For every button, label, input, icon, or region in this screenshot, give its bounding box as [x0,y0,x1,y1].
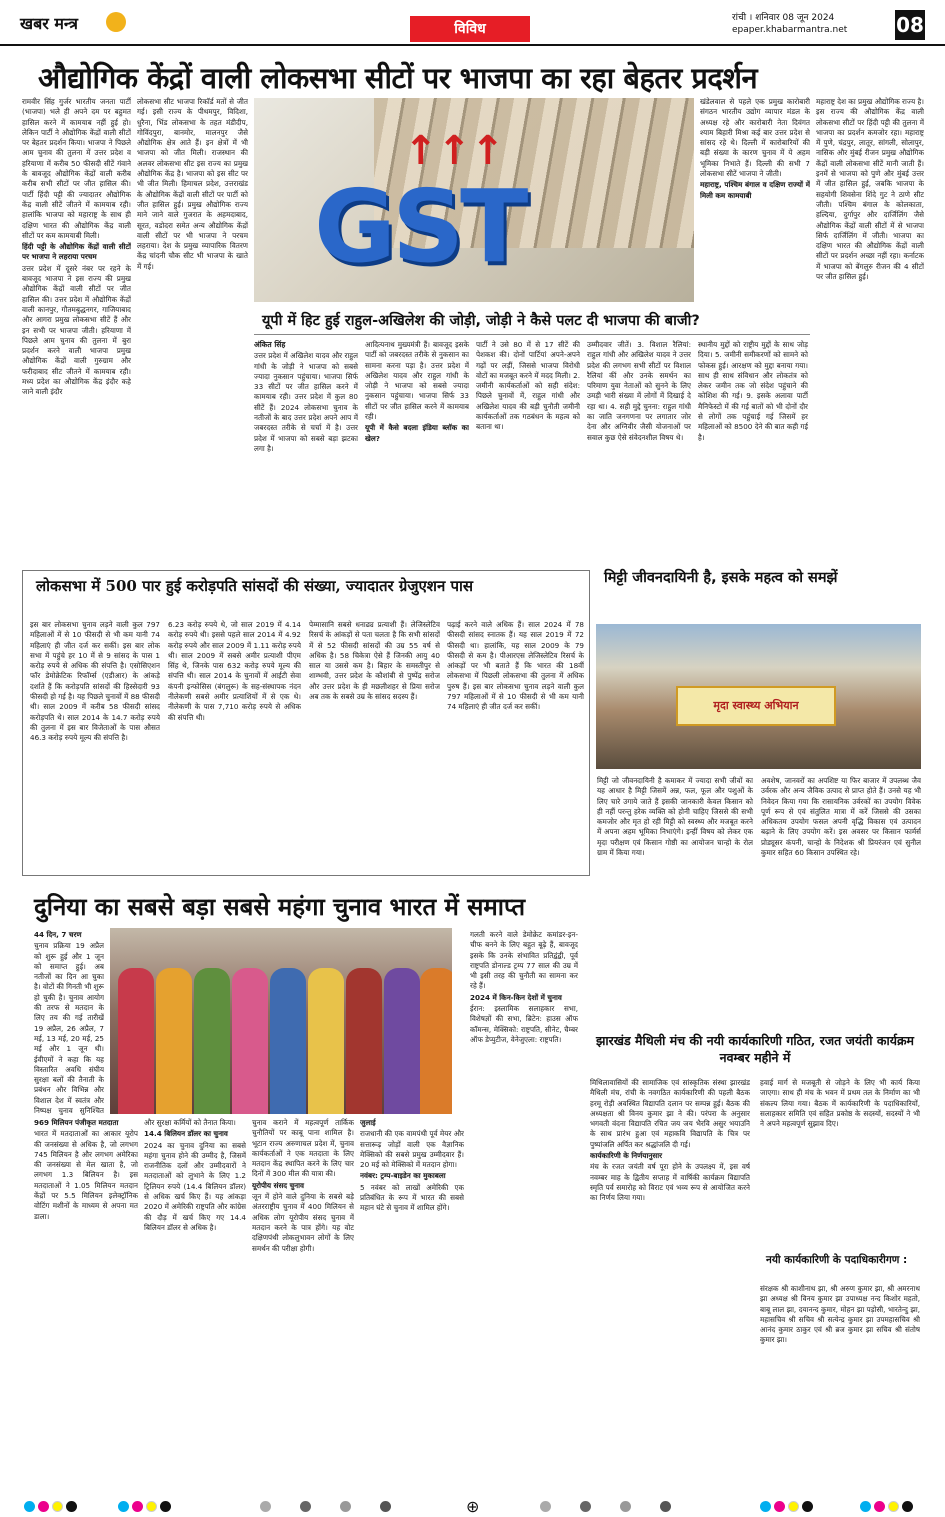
main-story-col-4 [816,97,924,567]
color-registration-strip [0,1497,945,1517]
main-story-subhead: हिंदी पट्टी के औद्योगिक केंद्रों वाली सीटों पर भाजपा ने लहराया परचम [22,242,131,262]
main-story-text: खंडेलवाल से पहले एक प्रमुख कारोबारी संगठन भारतीय उद्योग व्यापार मंडल के अध्यक्ष रहे और कारोबारी नेता दिवंगत श्याम बिहारी मिश्रा कई बार उत्तर प्रदेश से सांसद रहे थे। दिल्ली में कारोबारियों की बड़ी संख्या के कारण चुनाव में ये अहम भूमिका निभाते हैं। दिल्ली की सभी 7 लोकसभा सीटें भाजपा ने जीती। [700,97,810,179]
election-col-2 [144,1118,246,1490]
election-text: चुनाव कराने में महत्वपूर्ण तार्किक चुनौतियों पर काबू पाना शामिल है। भूटान राज्य अरुणाचल प्रदेश में, चुनाव कार्यकर्ताओं ने एक मतदाता के लिए मतदान केंद्र स्थापित करने के लिए चार दिनों में 300 मील की यात्रा की। [252,1118,354,1179]
jharkhand-col-1 [590,1078,750,1490]
main-story-col-1 [22,97,131,567]
registration-mark-icon: ⊕ [466,1497,480,1516]
up-story-headline: यूपी में हिट हुई राहुल-अखिलेश की जोड़ी, जोड़ी ने कैसे पलट दी भाजपा की बाजी? [262,313,700,329]
mitti-text: मिट्टी जो जीवनदायिनी है कमाकर में ज्यादा सभी जीवों का यह आधार है मिट्टी जिसमें अन्न, फल, फूल और पशुओं के लिए चारे उगाये जाते हैं इसकी जानकारी केवल किसान को ही नहीं परन्तु हरेक व्यक्ति को होनी चाहिए जिससे की सभी कमजोर और मृत हो रही मिट्टी को स्वस्थ्य और मजबूत करने में अपना अहम भूमिका निभाएंगे। इन्हीं विषय को लेकर एक मृदा परीक्षण एवं किसान गोष्ठी का आयोजन चान्हो के रोल ग्राम में किया गया। [597,776,753,858]
crorepati-col-4 [447,620,584,870]
crorepati-text: 6.23 करोड़ रुपये थे, जो साल 2019 में 4.14 करोड़ रुपये थी। इससे पहले साल 2014 में 4.92 करोड़ रुपये और साल 2009 में 1.11 करोड़ रुपये थी। साल 2009 में सबसे अमीर प्रत्याशी पीएम सिंह थे, जिनके पास 632 करोड़ रुपये मूल्य की संपत्ति थी। साल 2014 के चुनावों में आईटी सेवा कंपनी इन्फोसिस (बंगलुरू) के सह-संस्थापक नंदन नीलेकणी सबसे अमीर प्रत्याशियों में से एक थे। नीलेकणी के पास 7,710 करोड़ रुपये से अधिक की संपत्ति थी। [168,620,301,722]
up-story-col-3 [476,340,580,564]
jharkhand-text: मंच के रजत जयंती वर्ष पूरा होने के उपलक्ष्य में, इस वर्ष नवम्बर माह के द्वितीय सप्ताह में वार्षिकी कार्यक्रम विद्यापति स्मृति पर्व समारोह को विराट एवं भव्य रूप से आयोजित करने का निर्णय लिया गया। [590,1162,750,1203]
up-story-col-5 [698,340,808,564]
mitti-text: अवशेष, जानवरों का अपशिष्ट या फिर बाजार में उपलब्ध जैव उर्वरक और अन्य जैविक उत्पाद से प्राप्त होते हैं। उनसे यह भी निवेदन किया गया कि रासायनिक उर्वरकों का उपयोग विवेक पूर्ण रूप से एवं संतुलित मात्रा में करें जिससे की उसका अधिकतम उपयोग फसल अपनी वृद्धि विकास एवं उत्पादन बढ़ाने के लिए उपयोग करें। इस अवसर पर किसान फार्मर्स प्रोड्यूसर कंपनी, चान्हो के निदेशक श्री प्रियरंजन एवं सुनील कुमार सहित 60 किसान उपस्थित रहे। [761,776,921,858]
up-story-subhead: यूपी में कैसे बदला इंडिया ब्लॉक का खेल? [365,423,469,443]
main-story-subhead: महाराष्ट्र, पश्चिम बंगाल व दक्षिण राज्यों में मिली कम कामयाबी [700,180,810,200]
byline: अंकित सिंह [254,340,286,349]
crorepati-text: इस बार लोकसभा चुनाव लड़ने वाली कुल 797 महिलाओं में से 10 फीसदी से भी कम यानी 74 महिलाएं ही जीत दर्ज कर सकीं। इस बार लोक सभा में पहुंचे हर 10 में से 9 सांसद के पास 1 करोड़ रुपये से अधिक की संपत्ति है। एसोसिएशन फॉर डेमोक्रेटिक रिफॉर्म्स (एडीआर) के आंकड़े दर्शाते हैं कि करोड़पति सांसदों की हिस्सेदारी 93 फीसदी हो गई है। यह पिछले चुनावों में 88 फीसदी थी। साल 2009 में करीब 58 फीसदी सांसद करोड़पति थे। साल 2014 के 14.7 करोड़ रुपये की तुलना में इस बार विजेताओं के पास औसत 46.3 करोड़ रुपये मूल्य की संपत्ति है। [30,620,160,743]
main-story-text: लोकसभा सीट भाजपा रिकॉर्ड मतों से जीत गई। इसी राज्य के पीथमपुर, विदिशा, धुरैना, भिंड लोकसभा के तहत मंडीदीप, गोविंदपुरा, बानमोर, मालनपुर जैसे औद्योगिक क्षेत्र आते हैं। इन क्षेत्रों में भी भाजपा को जीत मिली। राजस्थान की अलवर लोकसभा सीट इस राज्य का प्रमुख औद्योगिक केंद्र है। भाजपा को इस सीट पर भी जीत मिली। हिमाचल प्रदेश, उत्तराखंड के औद्योगिक केंद्रों वाली सीटों पर पार्टी को जीत हासिल हुई। प्रमुख औद्योगिक राज्य माने जाने वाले गुजरात के अहमदाबाद, सूरत, वडोदरा समेत अन्य औद्योगिक केंद्रों वाली सीटों पर भी भाजपा ने परचम लहराया। देश के प्रमुख व्यापारिक वितरण केंद्र चांदनी चौक सीट भी भाजपा के खाते में गई। [137,97,248,271]
brand-logo-icon [106,12,126,32]
mitti-col-2 [761,776,921,1021]
election-col-3 [252,1118,354,1490]
divider [254,334,810,335]
brand-name: खबर मन्त्र [20,14,78,33]
election-text: चुनाव प्रक्रिया 19 अप्रैल को शुरू हुई और 1 जून को समाप्त हुई। अब नतीजों का दिन आ चुका है। वोटों की गिनती भी शुरू हो चुकी है। चुनाव आयोग की तरफ से मतदान के लिए तय की गई तारीखें 19 अप्रैल, 26 अप्रैल, 7 मई, 13 मई, 20 मई, 25 मई और 1 जून थी। ईवीएमों ने कहा कि यह विस्तारित अवधि संघीय सुरक्षा बलों की तैनाती के प्रबंधन और विभिन्न और विशाल देश में स्वतंत्र और निष्पक्ष चुनाव सुनिश्चित [34,941,104,1116]
arrows-up-icon: ↑↑↑ [404,128,505,174]
jharkhand-subhead: कार्यकारिणी के निर्णयानुसार [590,1151,663,1161]
election-text: जून में होने वाले दुनिया के सबसे बड़े अंतरराष्ट्रीय चुनाव में 400 मिलियन से अधिक लोग यूरोपीय संसद चुनाव में मतदान करने के पात्र होंगे। यह वोट दक्षिणपंथी लोकलुभावन लोगों के लिए समर्थन की परीक्षा होगी। [252,1192,354,1253]
election-text: राजधानी की एक वामपंथी पूर्व मेयर और सत्तारूढ़ जोड़ों वाली एक वैज्ञानिक मेक्सिको की सबसे प्रमुख उम्मीदवार हैं। 20 मई को मेक्सिको में मतदान होगा। [360,1129,464,1170]
main-story-text: रामवीर सिंह गुर्जर भारतीय जनता पार्टी (भाजपा) भले ही अपने दम पर बहुमत हासिल करने में कामयाब नहीं हुई हो। लेकिन पार्टी ने औद्योगिक केंद्रों वाली सीटों पर बेहतर प्रदर्शन किया। भाजपा ने पिछले आम चुनाव की तुलना में उत्तर प्रदेश व हरियाणा में करीब 50 फीसदी सीटें गंवाने के बावजूद औद्योगिक केंद्रों वाली करीब करीब सभी सीटों पर जीत हासिल की। पार्टी हिंदी पट्टी की ज्यादातर औद्योगिक केंद्र वाली सीटें जीतने में कामयाब रही। हालांकि भाजपा को महाराष्ट्र के साथ ही दक्षिण भारत की औद्योगिक केंद्र वाली सीटों पर कम कामयाबी मिली। [22,97,131,240]
up-story-text: उत्तर प्रदेश में अखिलेश यादव और राहुल गांधी के जोड़ी ने भाजपा को सबसे ज्यादा नुकसान पहुंचाया। भाजपा सिर्फ 33 सीटों पर जीत हासिल करने में कामयाब रही। उत्तर प्रदेश में कुल 80 सीटें हैं। 2024 लोकसभा चुनाव के नतीजों के बाद उत्तर प्रदेश अपने आप में जबरदस्त तरीके से चर्चा में है। उत्तर प्रदेश में भाजपा को सबसे बड़ा झटका लगा है। [254,351,358,453]
main-headline: औद्योगिक केंद्रों वाली लोकसभा सीटों पर भाजपा का रहा बेहतर प्रदर्शन [38,61,758,95]
election-subhead: 969 मिलियन पंजीकृत मतदाता [34,1118,119,1127]
election-col-5 [470,930,578,1490]
crorepati-col-2 [168,620,301,870]
election-text: ईरान: इस्लामिक सलाहकार सभा, विशेषज्ञों की सभा, ब्रिटेन: हाउस ऑफ कॉमन्स, मेक्सिको: राष्ट्रपति, सीनेट, चैम्बर ऑफ डेप्युटीज, वेनेजुएला: राष्ट्रपति। [470,1004,578,1044]
up-story-col-2 [365,340,469,564]
campaign-banner: मृदा स्वास्थ्य अभियान [676,686,836,726]
mitti-headline: मिट्टी जीवनदायिनी है, इसके महत्व को समझें [604,570,838,586]
election-subhead: नवंबर: ट्रम्प-बाइडेन का मुकाबला [360,1171,446,1181]
up-story-text: पार्टी ने उसे 80 में से 17 सीटें की पेशकश की। दोनों पार्टियां अपने-अपने गढ़ों पर लड़ीं, जिससे भाजपा विरोधी वोटों का मजबूत करने में मदद मिली। 2. जमीनी कार्यकर्ताओं को सही संदेश: पिछले चुनावों में, राहुल गांधी और अखिलेश यादव की बड़ी चुनौती जमीनी कार्यकर्ताओं तक गठबंधन के महत्व को बताना था। [476,340,580,432]
section-label: विविध [410,16,530,42]
election-text: 2024 का चुनाव दुनिया का सबसे महंगा चुनाव होने की उम्मीद है, जिसमें राजनीतिक दलों और उम्मीदवारों ने मतदाताओं को लुभाने के लिए 1.2 ट्रिलियन रुपये (14.4 बिलियन डॉलर) से अधिक खर्च किए हैं। यह आंकड़ा 2020 में अमेरिकी राष्ट्रपति और कांग्रेस की दौड़ में खर्च किए गए 14.4 बिलियन डॉलर से अधिक है। [144,1140,246,1232]
dateline [732,12,847,36]
jharkhand-col-2b [760,1284,920,1490]
crorepati-text: पढ़ाई करने वाले अधिक हैं। साल 2024 में 78 फीसदी सांसद स्नातक हैं। यह साल 2019 में 72 फीसदी था। हालांकि, यह साल 2009 के 79 फीसदी से कम है। पीआरएस लेजिस्लेटिव रिसर्च के आंकड़ों पर भी बताते हैं कि भारत की 18वीं लोकसभा में पिछली लोकसभा की तुलना में अधिक पुरुष हैं। इस बार लोकसभा चुनाव लड़ने वाली कुल 797 महिलाओं में से 10 फीसदी से भी कम यानी 74 महिलाएं ही जीत दर्ज कर सकीं। [447,620,584,712]
election-text: भारत में मतदाताओं का आकार यूरोप की जनसंख्या से अधिक है, जो लगभग 745 मिलियन है और लगभग अमेरिका की जनसंख्या से मेल खाता है, जो लगभग 1.3 बिलियन है। इस मतदाताओं ने 1.05 मिलियन मतदान केंद्रों पर 5.5 मिलियन इलेक्ट्रॉनिक वोटिंग मशीनों के माध्यम से अपना मत डाला। [34,1129,138,1221]
jharkhand-headline: झारखंड मैथिली मंच की नयी कार्यकारिणी गठित, रजत जयंती कार्यक्रम नवम्बर महीने में [595,1033,915,1065]
main-story-text: महाराष्ट्र देश का प्रमुख औद्योगिक राज्य है। इस राज्य की औद्योगिक केंद्र वाली लोकसभा सीटों पर हिंदी पट्टी की तुलना में भाजपा का प्रदर्शन कमजोर रहा। महाराष्ट्र में पुणे, चंद्रपुर, लातूर, सांगली, सोलापुर, नासिक और मुंबई रीजन प्रमुख औद्योगिक केंद्रों वाली लोकसभा सीटें मानी जाती हैं। इनमें से भाजपा को पुणे और मुंबई उत्तर में जीत हासिल हुई, जबकि भाजपा के सहयोगी शिवसेना शिंदे गुट ने ठाणे सीट जीती। पश्चिम बंगाल के कोलकाता, हल्दिया, दुर्गापुर और दार्जिलिंग जैसे औद्योगिक केंद्रों वाली सीटों में से भाजपा सिर्फ दार्जिलिंग में जीती। भाजपा का दक्षिण भारत की औद्योगिक केंद्रों वाली सीटों पर प्रदर्शन अच्छा नहीं रहा। कर्नाटक में भाजपा को बेंगलुरु रीजन की 4 सीटों पर जीत हासिल हुई। [816,97,924,282]
up-story-text: स्थानीय मुद्दों को राष्ट्रीय मुद्दों के साथ जोड़ दिया। 5. जमीनी समीकरणों को सामने को फोकस हुई। आरक्षण को मुद्दा बनाया गया। साथ ही साथ संविधान और लोकतंत्र को लेकर जमीन तक जो संदेश पहुंचाने की कोशिश की गई। 9. इसके अलावा पार्टी मैनिफेस्टो में की गई बातों को भी दोनों दौर से लोगों तक पहुंचाई गई जिसमें हर महिलाओं को 8500 देने की बात कही गई है। [698,340,808,442]
crorepati-col-1 [30,620,160,870]
page-number: 08 [895,10,925,40]
up-story-col-1 [254,340,358,564]
up-story-col-4 [587,340,691,564]
gst-graphic-text: GST [314,168,525,285]
mitti-col-1 [597,776,753,1021]
crorepati-text: पेम्मासानि सबसे धनाढ्य प्रत्याशी हैं। लेजिस्लेटिव रिसर्च के आंकड़ों से पता चलता है कि सभी सांसदों में से 52 फीसदी सांसदों की उम्र 55 वर्ष से अधिक है। 58 चिकेत्रा ऐसे हैं जिनकी आयु 40 साल या उससे कम है। बिहार के समस्तीपुर से शाम्भवी, उत्तर प्रदेश के कौशांबी से पुष्पेंद्र सरोज और उत्तर प्रदेश के ही मछलीशहर से प्रिया सरोज अब तक के सबसे उम्र के सांसद सदस्य हैं। [309,620,440,702]
election-col-4 [360,1118,464,1490]
office-bearers-title: नयी कार्यकारिणी के पदाधिकारीगण : [766,1254,908,1266]
election-text: गलती करने वाले डेमोक्रेट कमांडर-इन-चीफ बनने के लिए बहुत बूढ़े हैं, बावजूद इसके कि उनके संभावित प्रतिद्वंद्वी, पूर्व राष्ट्रपति डोनाल्ड ट्रम्प 77 साल की उम्र में भी इसी तरह की चुनौती का सामना कर रहे हैं। [470,930,578,991]
issue-date: रांची । शनिवार 08 जून 2024 [732,13,835,23]
election-dateline: 44 दिन, 7 चरण [34,930,82,939]
crorepati-headline: लोकसभा में 500 पार हुई करोड़पति सांसदों की संख्या, ज्यादातर ग्रेजुएशन पास [36,577,474,595]
voters-queue-photo [110,928,452,1114]
election-subhead: 2024 में किन-किन देशों में चुनाव [470,992,562,1002]
up-story-text: आदित्यनाथ मुख्यमंत्री हैं। बावजूद इसके पार्टी को जबरदस्त तरीके से नुकसान का सामना करना पड़ा है। उत्तर प्रदेश में अखिलेश यादव और राहुल गांधी के जोड़ी ने भाजपा को सबसे ज्यादा नुकसान पहुंचाया। भाजपा सिर्फ 33 सीटों पर जीत हासिल करने में कामयाब रही। [365,340,469,422]
jharkhand-col-2 [760,1078,920,1248]
jharkhand-text: संरक्षक श्री काशीनाथ झा, श्री अरुण कुमार झा, श्री अमरनाथ झा अध्यक्ष श्री विनय कुमार झा उपाध्यक्ष नन्द किशोर महतो, बाबू लाल झा, दयानन्द कुमार, मोहन झा पड़ोसी, भारतेन्दु झा, महासचिव श्री सचिव श्री सत्येन्द्र कुमार झा उपमहासचिव श्री आनंद कुमार ठाकुर एवं श्री ब्रज कुमार झा सचिव श्री संतोष कुमार झा। [760,1284,920,1345]
election-text: 5 नवंबर को लाखों अमेरिकी एक प्रतिबंधित के रूप में भारत की सबसे महान घंटे से चुनाव में शामिल होंगे। [360,1182,464,1213]
election-subhead: यूरोपीय संसद चुनाव [252,1180,305,1190]
jharkhand-text: मिथिलावासियों की सामाजिक एवं सांस्कृतिक संस्था झारखंड मैथिली मंच, रांची के नवगठित कार्यकारिणी की पहली बैठक हरमू रोड़ी अवस्थित विद्यापति दलान पर सम्पन्न हुई। बैठक की अध्यक्षता श्री विनय कुमार झा ने की। परंपरा के अनुसार भगवती वंदना विद्यापति रचित जय जय भैरवि असुर भयाउनि के साथ प्रारंभ हुआ एवं महाकवि विद्यापति के चित्र पर पुष्पांजलि अर्पित कर श्रद्धांजलि दी गई। [590,1078,750,1149]
election-headline: दुनिया का सबसे बड़ा सबसे महंगा चुनाव भारत में समाप्त [34,892,526,921]
main-story-col-2 [137,97,248,567]
election-col-1-top [34,930,104,1116]
jharkhand-text: हवाई मार्ग से मजबूती से जोड़ने के लिए भी कार्य किया जाएगा। साथ ही मंच के भवन में प्रथम तल के निर्माण का भी संकल्प लिया गया। बैठक में कार्यकारिणी के पदाधिकारियों, सलाहकार समिति एवं सहित प्रकोष्ठ के सदस्यों, सदस्यों ने भी ने अपने महत्वपूर्ण सुझाव दिए। [760,1078,920,1129]
up-story-text: उम्मीदवार जीतें। 3. विशाल रैलियां: राहुल गांधी और अखिलेश यादव ने उत्तर प्रदेश की लगभग सभी सीटों पर विशाल रैलियां कीं और उनके समर्थन का परिमाण युवा नेताओं को सुनने के लिए उमड़ी भारी संख्या में लोगों में दिखाई दे रहा था। 4. सही मुद्दे चुनना: राहुल गांधी का जाति जनगणना पर लगातार जोर देना और अग्निवीर जैसी योजनाओं पर सवाल कुछ ऐसे संवेदनशील विषय थे। [587,340,691,442]
election-text: जुलाई [360,1118,376,1127]
gst-photo [254,98,694,302]
soil-campaign-photo [596,624,921,769]
election-subhead: 14.4 बिलियन डॉलर का चुनाव [144,1129,228,1139]
website-link[interactable]: epaper.khabarmantra.net [732,25,848,35]
election-text: और सुरक्षा कर्मियों को तैनात किया। [144,1118,236,1127]
crorepati-col-3 [309,620,440,870]
election-col-1 [34,1118,138,1490]
main-story-text: उत्तर प्रदेश में दूसरे नंबर पर रहने के बावजूद भाजपा ने इस राज्य की प्रमुख औद्योगिक केंद्रों वाली सीटों पर जीत हासिल की। उत्तर प्रदेश में औद्योगिक केंद्रों वाली कानपुर, गौतमबुद्धनगर, गाजियाबाद और आगरा प्रमुख लोकसभा सीटें हैं और इन सभी पर भाजपा जीती। हरियाणा में पिछले आम चुनाव की तुलना में बुरा प्रदर्शन करने वाली भाजपा प्रमुख औद्योगिक केंद्रों वाली गुरुग्राम और फरीदाबाद सीट जीतने में कामयाब रही। मध्य प्रदेश का औद्योगिक केंद्र इंदौर कहे जाने वाली इंदौर [22,263,131,397]
